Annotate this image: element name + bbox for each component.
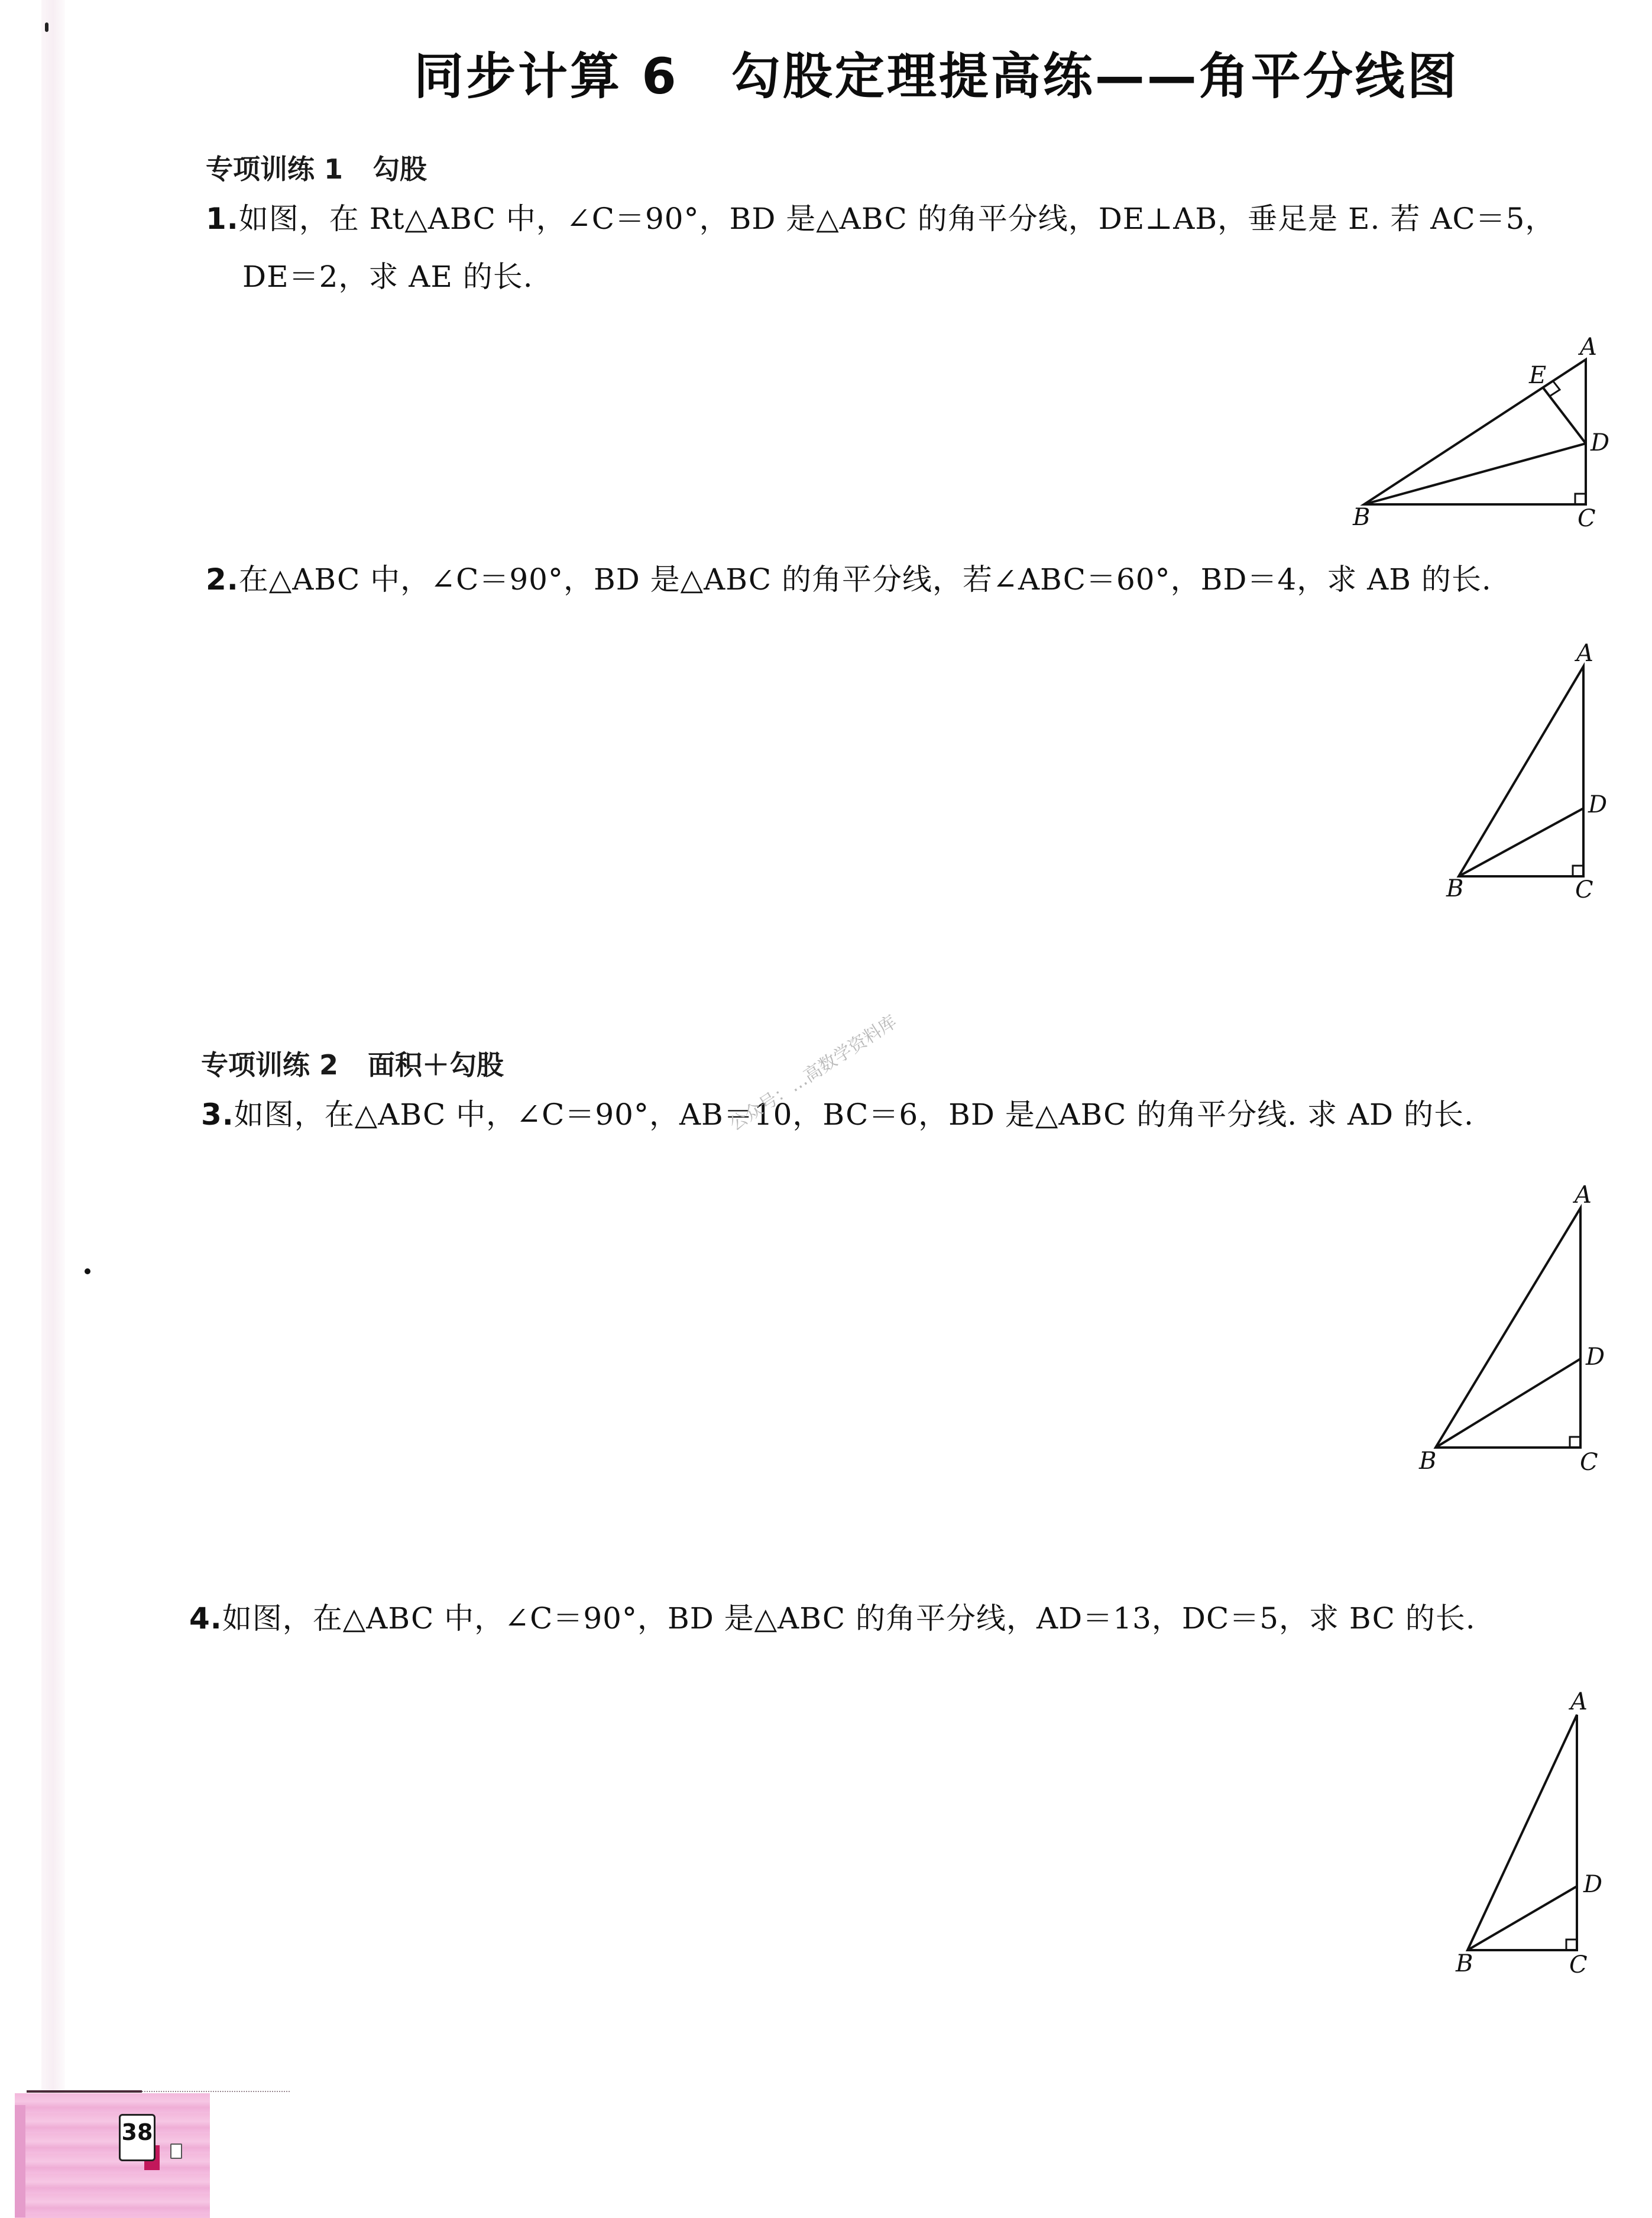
label-a: A xyxy=(1580,333,1597,361)
svg-text:A: A xyxy=(1576,640,1593,667)
section-topic: 面积＋勾股 xyxy=(368,1049,504,1081)
label-e: E xyxy=(1529,362,1547,389)
svg-text:D: D xyxy=(1583,1871,1603,1898)
svg-text:A: A xyxy=(1575,1181,1592,1209)
label-d: D xyxy=(1591,429,1610,456)
svg-text:A: A xyxy=(1570,1688,1588,1715)
question-number: 2. xyxy=(206,562,239,597)
svg-text:B: B xyxy=(1419,1448,1437,1475)
question-number: 1. xyxy=(206,202,239,236)
question-text: 在△ABC 中，∠C＝90°，BD 是△ABC 的角平分线，若∠ABC＝60°，BD＝4，求 AB 的长. xyxy=(238,562,1492,597)
question-number: 3. xyxy=(201,1097,234,1132)
footer-rule xyxy=(27,2090,142,2093)
section-topic: 勾股 xyxy=(372,153,427,185)
svg-text:D: D xyxy=(1586,1343,1605,1371)
label-c: C xyxy=(1578,505,1596,532)
svg-text:B: B xyxy=(1456,1950,1473,1977)
section-label: 专项训练 1 xyxy=(206,153,344,185)
question-number: 4. xyxy=(189,1601,222,1636)
footer-pink-edge xyxy=(15,2105,25,2217)
svg-text:C: C xyxy=(1575,876,1593,904)
watermark: 公众号：…高数学资料库 xyxy=(725,1011,901,1135)
svg-text:C: C xyxy=(1569,1951,1588,1979)
section-label: 专项训练 2 xyxy=(201,1049,339,1081)
label-b: B xyxy=(1353,504,1371,531)
svg-text:D: D xyxy=(1588,791,1608,818)
page-number: 38 xyxy=(119,2114,156,2161)
question-text: 如图，在△ABC 中，∠C＝90°，BD 是△ABC 的角平分线，AD＝13，DC＝5，求 BC 的长. xyxy=(222,1601,1476,1636)
square-icon xyxy=(170,2143,182,2159)
question-text: 如图，在 Rt△ABC 中，∠C＝90°，BD 是△ABC 的角平分线，DE⊥AB，垂足是 E. 若 AC＝5， xyxy=(238,202,1556,236)
question-text: 如图，在△ABC 中，∠C＝90°，AB＝10，BC＝6，BD 是△ABC 的角平分线. 求 AD 的长. xyxy=(234,1097,1474,1132)
svg-text:B: B xyxy=(1446,875,1464,902)
question-1-line-2: DE＝2，求 AE 的长. xyxy=(242,260,533,294)
page-title: 同步计算 6 勾股定理提高练——角平分线图 xyxy=(414,47,1459,105)
svg-text:C: C xyxy=(1580,1449,1598,1476)
footer-dotted-rule xyxy=(142,2091,290,2092)
